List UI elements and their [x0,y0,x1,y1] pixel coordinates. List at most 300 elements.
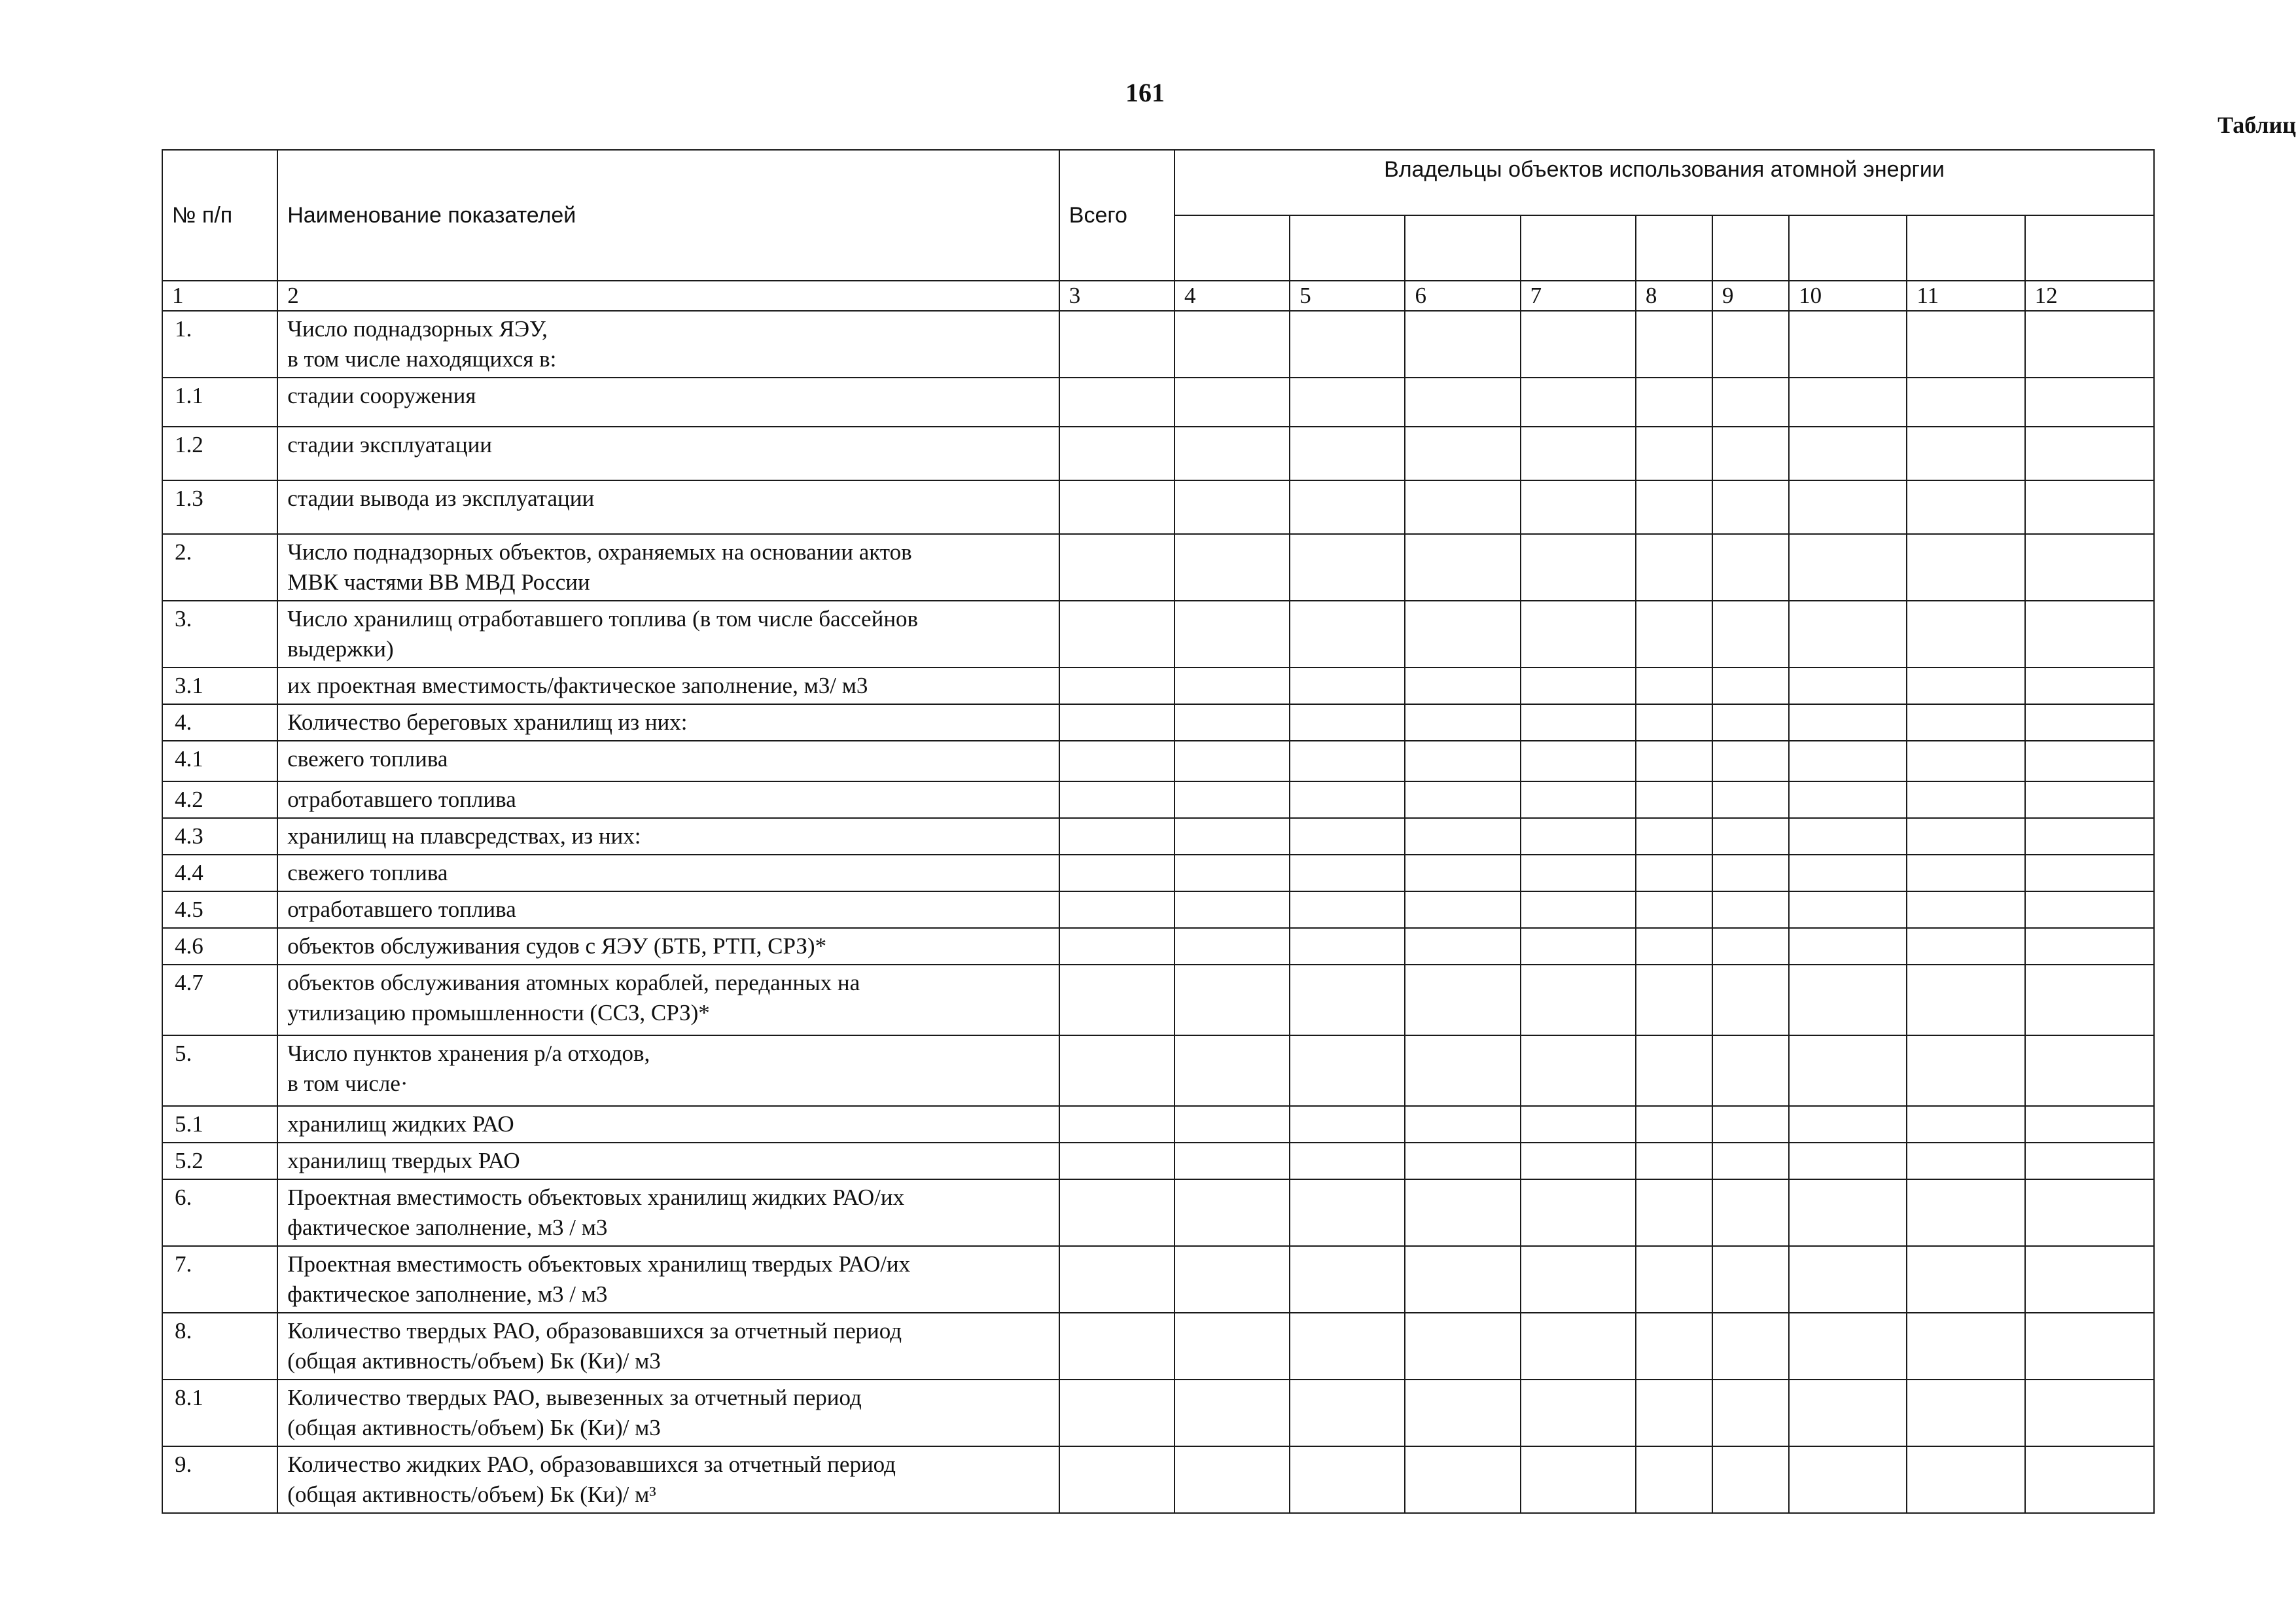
owner-value-cell[interactable] [1521,1106,1636,1143]
owner-value-cell[interactable] [1174,427,1290,480]
owner-value-cell[interactable] [1907,1313,2024,1380]
owner-value-cell[interactable] [1712,1380,1789,1446]
header-num: № п/п [162,150,277,281]
table-body [162,311,2154,1513]
owner-value-cell[interactable] [1521,704,1636,741]
owner-value-cell[interactable] [2025,534,2154,601]
indicator-name-line: (общая активность/объем) Бк (Ки)/ м3 [287,1348,661,1374]
owner-value-cell[interactable] [1521,891,1636,928]
total-cell[interactable] [1059,781,1174,818]
indicator-name-line: (общая активность/объем) Бк (Ки)/ м³ [287,1482,656,1507]
owner-value-cell[interactable] [1712,781,1789,818]
owner-value-cell[interactable] [1907,311,2024,378]
owner-value-cell[interactable] [1405,1246,1520,1313]
owner-value-cell[interactable] [1174,311,1290,378]
owner-value-cell[interactable] [1521,601,1636,668]
owner-value-cell[interactable] [2025,311,2154,378]
owner-value-cell[interactable] [2025,480,2154,534]
owner-value-cell[interactable] [2025,818,2154,855]
owner-value-cell[interactable] [1636,704,1712,741]
owner-value-cell[interactable] [1789,1143,1907,1179]
owner-value-cell[interactable] [1907,601,2024,668]
owner-value-cell[interactable] [1290,965,1405,1035]
owner-value-cell[interactable] [2025,965,2154,1035]
row-number: 5.2 [162,1143,277,1179]
owner-value-cell[interactable] [2025,1446,2154,1513]
owner-value-cell[interactable] [1712,818,1789,855]
owner-value-cell[interactable] [1290,1035,1405,1106]
owner-value-cell[interactable] [1907,1035,2024,1106]
owner-value-cell[interactable] [1405,480,1520,534]
indicator-name [277,741,1059,781]
owner-value-cell[interactable] [1405,891,1520,928]
owner-value-cell[interactable] [1290,928,1405,965]
owner-value-cell[interactable] [1789,818,1907,855]
table-row [162,1380,2154,1446]
row-number: 9. [162,1446,277,1513]
owner-value-cell[interactable] [1636,1035,1712,1106]
owner-value-cell[interactable] [2025,1313,2154,1380]
owner-value-cell[interactable] [1174,534,1290,601]
header-total: Всего [1059,150,1174,281]
owner-value-cell[interactable] [2025,1246,2154,1313]
owner-value-cell[interactable] [2025,891,2154,928]
owner-value-cell[interactable] [1174,1246,1290,1313]
owner-value-cell[interactable] [1636,427,1712,480]
owner-value-cell[interactable] [1174,965,1290,1035]
row-number: 4.3 [162,818,277,855]
owner-value-cell[interactable] [1636,965,1712,1035]
owner-value-cell[interactable] [1789,891,1907,928]
owner-value-cell[interactable] [1174,480,1290,534]
owner-value-cell[interactable] [1789,781,1907,818]
owner-value-cell[interactable] [1405,1179,1520,1246]
indicator-name [277,781,1059,818]
owner-value-cell[interactable] [2025,741,2154,781]
owner-value-cell[interactable] [1636,1313,1712,1380]
owner-value-cell[interactable] [1521,534,1636,601]
owner-value-cell[interactable] [1636,378,1712,427]
owner-column-cell [1712,215,1789,281]
owner-value-cell[interactable] [2025,1106,2154,1143]
total-cell[interactable] [1059,704,1174,741]
indicator-name [277,427,1059,480]
owner-value-cell[interactable] [1907,965,2024,1035]
owner-value-cell[interactable] [2025,1179,2154,1246]
indicator-name-line: объектов обслуживания судов с ЯЭУ (БТБ, РТП, СРЗ)* [287,933,827,959]
owner-value-cell[interactable] [1405,1035,1520,1106]
owner-value-cell[interactable] [2025,427,2154,480]
indicator-name-line: Число хранилищ отработавшего топлива (в том числе бассейнов [287,606,919,632]
owner-value-cell[interactable] [1174,704,1290,741]
owner-value-cell[interactable] [1789,668,1907,704]
indicator-name-line: Число пунктов хранения р/а отходов, [287,1041,650,1066]
indicator-name [277,1179,1059,1246]
owner-value-cell[interactable] [1174,1143,1290,1179]
owner-value-cell[interactable] [1907,1179,2024,1246]
row-number: 3.1 [162,668,277,704]
owner-value-cell[interactable] [1789,1106,1907,1143]
owner-value-cell[interactable] [1712,704,1789,741]
table-row [162,1446,2154,1513]
indicator-name [277,891,1059,928]
row-number: 4. [162,704,277,741]
owner-value-cell[interactable] [1712,1179,1789,1246]
owner-value-cell[interactable] [1789,1179,1907,1246]
owner-value-cell[interactable] [1712,891,1789,928]
owner-value-cell[interactable] [1636,1380,1712,1446]
owner-value-cell[interactable] [1907,1380,2024,1446]
owner-value-cell[interactable] [1405,1380,1520,1446]
owner-value-cell[interactable] [1174,601,1290,668]
owner-value-cell[interactable] [1521,427,1636,480]
total-cell[interactable] [1059,311,1174,378]
owner-value-cell[interactable] [1907,1446,2024,1513]
owner-value-cell[interactable] [1712,534,1789,601]
owner-value-cell[interactable] [1789,741,1907,781]
owner-value-cell[interactable] [1521,1035,1636,1106]
owner-value-cell[interactable] [1636,1143,1712,1179]
row-number: 4.6 [162,928,277,965]
row-number: 1.3 [162,480,277,534]
owner-value-cell[interactable] [1290,1106,1405,1143]
owner-value-cell[interactable] [1907,1246,2024,1313]
owner-value-cell[interactable] [2025,1035,2154,1106]
owner-value-cell[interactable] [1290,534,1405,601]
owner-value-cell[interactable] [1290,818,1405,855]
owner-value-cell[interactable] [1789,378,1907,427]
indicator-name-line: их проектная вместимость/фактическое заполнение, м3/ м3 [287,673,868,698]
owner-value-cell[interactable] [1636,668,1712,704]
owner-value-cell[interactable] [1712,855,1789,891]
owner-value-cell[interactable] [2025,1380,2154,1446]
owner-value-cell[interactable] [1907,818,2024,855]
total-cell[interactable] [1059,818,1174,855]
owner-value-cell[interactable] [1174,1035,1290,1106]
indicator-name-line: стадии эксплуатации [287,432,493,457]
owner-value-cell[interactable] [1290,741,1405,781]
owner-value-cell[interactable] [1290,480,1405,534]
owner-value-cell[interactable] [1907,427,2024,480]
owner-value-cell[interactable] [1521,965,1636,1035]
owner-value-cell[interactable] [1907,1143,2024,1179]
owner-value-cell[interactable] [1174,891,1290,928]
owner-value-cell[interactable] [1290,1446,1405,1513]
indicator-name [277,1380,1059,1446]
owner-value-cell[interactable] [1712,1246,1789,1313]
table-row [162,378,2154,427]
table-caption: Таблиц [2217,112,2296,138]
owner-value-cell[interactable] [1907,781,2024,818]
indicator-name-line: объектов обслуживания атомных кораблей, переданных на [287,970,860,995]
owner-value-cell[interactable] [1405,1106,1520,1143]
indicator-name [277,378,1059,427]
indicator-name-line: хранилищ твердых РАО [287,1148,520,1173]
owner-value-cell[interactable] [1789,480,1907,534]
owner-value-cell[interactable] [1405,704,1520,741]
owner-value-cell[interactable] [1712,427,1789,480]
owner-value-cell[interactable] [1174,1106,1290,1143]
indicator-name [277,534,1059,601]
row-number: 4.5 [162,891,277,928]
owner-value-cell[interactable] [1405,855,1520,891]
indicator-name [277,601,1059,668]
total-cell[interactable] [1059,1246,1174,1313]
owner-value-cell[interactable] [1290,311,1405,378]
total-cell[interactable] [1059,965,1174,1035]
owner-value-cell[interactable] [1636,781,1712,818]
indicator-name [277,668,1059,704]
owner-value-cell[interactable] [1290,1380,1405,1446]
owner-value-cell[interactable] [2025,704,2154,741]
owner-value-cell[interactable] [1636,741,1712,781]
owner-value-cell[interactable] [1789,311,1907,378]
total-cell[interactable] [1059,855,1174,891]
owner-value-cell[interactable] [1174,781,1290,818]
column-number: 2 [277,281,1059,311]
indicator-name-line: в том числе· [287,1071,408,1096]
owner-value-cell[interactable] [1521,818,1636,855]
owner-value-cell[interactable] [1712,311,1789,378]
owner-value-cell[interactable] [1712,1035,1789,1106]
owner-value-cell[interactable] [1174,1380,1290,1446]
owner-value-cell[interactable] [1174,1313,1290,1380]
row-number: 3. [162,601,277,668]
owner-value-cell[interactable] [1907,480,2024,534]
total-cell[interactable] [1059,891,1174,928]
owner-value-cell[interactable] [1290,781,1405,818]
owner-value-cell[interactable] [1907,704,2024,741]
owner-value-cell[interactable] [1789,427,1907,480]
indicator-name-line: Проектная вместимость объектовых хранилищ жидких РАО/их [287,1185,905,1210]
owner-value-cell[interactable] [1789,1446,1907,1513]
owner-value-cell[interactable] [1290,427,1405,480]
table-row [162,928,2154,965]
owner-value-cell[interactable] [1174,668,1290,704]
owner-column-cell [1405,215,1520,281]
owner-value-cell[interactable] [1636,1446,1712,1513]
owner-value-cell[interactable] [1907,378,2024,427]
total-cell[interactable] [1059,534,1174,601]
owner-value-cell[interactable] [1907,1106,2024,1143]
owner-value-cell[interactable] [1290,601,1405,668]
column-number: 6 [1405,281,1520,311]
owner-value-cell[interactable] [2025,1143,2154,1179]
total-cell[interactable] [1059,668,1174,704]
owner-value-cell[interactable] [1636,601,1712,668]
indicator-name-line: отработавшего топлива [287,897,516,922]
owner-value-cell[interactable] [1290,1313,1405,1380]
owner-value-cell[interactable] [2025,855,2154,891]
total-cell[interactable] [1059,601,1174,668]
total-cell[interactable] [1059,480,1174,534]
owner-column-cell [1174,215,1290,281]
owner-value-cell[interactable] [1636,891,1712,928]
owner-value-cell[interactable] [1521,855,1636,891]
owner-value-cell[interactable] [1712,1313,1789,1380]
owner-value-cell[interactable] [1907,891,2024,928]
total-cell[interactable] [1059,1313,1174,1380]
row-number: 6. [162,1179,277,1246]
owner-value-cell[interactable] [2025,378,2154,427]
owner-value-cell[interactable] [1290,855,1405,891]
indicator-name [277,818,1059,855]
owner-value-cell[interactable] [1290,1246,1405,1313]
owner-value-cell[interactable] [1405,668,1520,704]
total-cell[interactable] [1059,1106,1174,1143]
owner-value-cell[interactable] [1174,855,1290,891]
indicator-name-line: Число поднадзорных объектов, охраняемых на основании актов [287,539,912,565]
owner-value-cell[interactable] [1521,311,1636,378]
total-cell[interactable] [1059,928,1174,965]
owner-value-cell[interactable] [1521,1313,1636,1380]
owner-value-cell[interactable] [1405,1446,1520,1513]
owner-value-cell[interactable] [1405,781,1520,818]
owner-value-cell[interactable] [1405,601,1520,668]
owner-value-cell[interactable] [1907,928,2024,965]
owner-value-cell[interactable] [1907,534,2024,601]
owner-value-cell[interactable] [1636,1246,1712,1313]
owner-value-cell[interactable] [1290,1143,1405,1179]
owner-value-cell[interactable] [1405,928,1520,965]
owner-value-cell[interactable] [1907,741,2024,781]
owner-value-cell[interactable] [1405,427,1520,480]
owner-value-cell[interactable] [1789,965,1907,1035]
table-row [162,1106,2154,1143]
owner-value-cell[interactable] [1636,534,1712,601]
owner-value-cell[interactable] [1789,704,1907,741]
owner-value-cell[interactable] [1290,668,1405,704]
owner-value-cell[interactable] [1789,534,1907,601]
owner-value-cell[interactable] [1636,1106,1712,1143]
owner-value-cell[interactable] [1789,1313,1907,1380]
owner-value-cell[interactable] [1405,1143,1520,1179]
owner-value-cell[interactable] [1789,1380,1907,1446]
owner-value-cell[interactable] [1712,928,1789,965]
owner-value-cell[interactable] [1290,891,1405,928]
owner-value-cell[interactable] [1712,1143,1789,1179]
row-number: 8. [162,1313,277,1380]
owner-value-cell[interactable] [1521,1246,1636,1313]
owner-value-cell[interactable] [1174,378,1290,427]
owner-value-cell[interactable] [1636,928,1712,965]
indicator-name [277,1446,1059,1513]
owner-value-cell[interactable] [1290,378,1405,427]
row-number: 5.1 [162,1106,277,1143]
total-cell[interactable] [1059,1380,1174,1446]
owner-value-cell[interactable] [1521,1380,1636,1446]
owner-value-cell[interactable] [1290,704,1405,741]
total-cell[interactable] [1059,1446,1174,1513]
owner-value-cell[interactable] [1521,928,1636,965]
owner-value-cell[interactable] [1789,855,1907,891]
indicator-name-line: в том числе находящихся в: [287,346,557,372]
owner-value-cell[interactable] [1636,818,1712,855]
owner-value-cell[interactable] [1174,741,1290,781]
table-row [162,855,2154,891]
owner-value-cell[interactable] [1405,818,1520,855]
owner-value-cell[interactable] [1174,818,1290,855]
owner-value-cell[interactable] [2025,928,2154,965]
owner-value-cell[interactable] [1712,378,1789,427]
owner-value-cell[interactable] [1521,1143,1636,1179]
owner-value-cell[interactable] [1636,855,1712,891]
column-number: 7 [1521,281,1636,311]
owner-value-cell[interactable] [1789,1035,1907,1106]
owner-value-cell[interactable] [1907,668,2024,704]
table-row [162,781,2154,818]
owner-value-cell[interactable] [1405,1313,1520,1380]
owner-value-cell[interactable] [1290,1179,1405,1246]
owner-value-cell[interactable] [1405,311,1520,378]
owner-value-cell[interactable] [1636,1179,1712,1246]
indicator-name [277,1035,1059,1106]
total-cell[interactable] [1059,1179,1174,1246]
owner-column-cell [1521,215,1636,281]
table-row [162,1035,2154,1106]
owner-value-cell[interactable] [2025,781,2154,818]
owner-value-cell[interactable] [1712,1106,1789,1143]
owner-value-cell[interactable] [1521,480,1636,534]
total-cell[interactable] [1059,427,1174,480]
row-number: 4.2 [162,781,277,818]
owner-value-cell[interactable] [1174,928,1290,965]
column-number: 5 [1290,281,1405,311]
owner-value-cell[interactable] [1521,668,1636,704]
owner-value-cell[interactable] [1712,965,1789,1035]
owner-value-cell[interactable] [1521,781,1636,818]
indicator-name [277,1106,1059,1143]
owner-value-cell[interactable] [1712,480,1789,534]
owner-value-cell[interactable] [1712,668,1789,704]
table-row [162,311,2154,378]
owner-value-cell[interactable] [2025,601,2154,668]
owner-value-cell[interactable] [1712,1446,1789,1513]
indicator-name-line: утилизацию промышленности (ССЗ, СРЗ)* [287,1000,710,1026]
table-row [162,965,2154,1035]
total-cell[interactable] [1059,378,1174,427]
owner-value-cell[interactable] [1712,601,1789,668]
owner-value-cell[interactable] [1174,1446,1290,1513]
owner-value-cell[interactable] [1636,311,1712,378]
owner-value-cell[interactable] [1174,1179,1290,1246]
owner-value-cell[interactable] [1712,741,1789,781]
owner-value-cell[interactable] [1405,965,1520,1035]
owner-value-cell[interactable] [1521,741,1636,781]
owner-value-cell[interactable] [1789,601,1907,668]
table-row [162,1143,2154,1179]
owner-value-cell[interactable] [1907,855,2024,891]
table-row [162,1179,2154,1246]
indicator-name [277,965,1059,1035]
row-number: 1. [162,311,277,378]
owner-value-cell[interactable] [1521,1446,1636,1513]
total-cell[interactable] [1059,1035,1174,1106]
owner-value-cell[interactable] [1405,378,1520,427]
owner-value-cell[interactable] [2025,668,2154,704]
total-cell[interactable] [1059,741,1174,781]
owner-value-cell[interactable] [1789,1246,1907,1313]
owner-value-cell[interactable] [1405,534,1520,601]
total-cell[interactable] [1059,1143,1174,1179]
owner-value-cell[interactable] [1789,928,1907,965]
owner-value-cell[interactable] [1405,741,1520,781]
header-name: Наименование показателей [277,150,1059,281]
owner-value-cell[interactable] [1636,480,1712,534]
owner-value-cell[interactable] [1521,378,1636,427]
owner-value-cell[interactable] [1521,1179,1636,1246]
table-row [162,427,2154,480]
